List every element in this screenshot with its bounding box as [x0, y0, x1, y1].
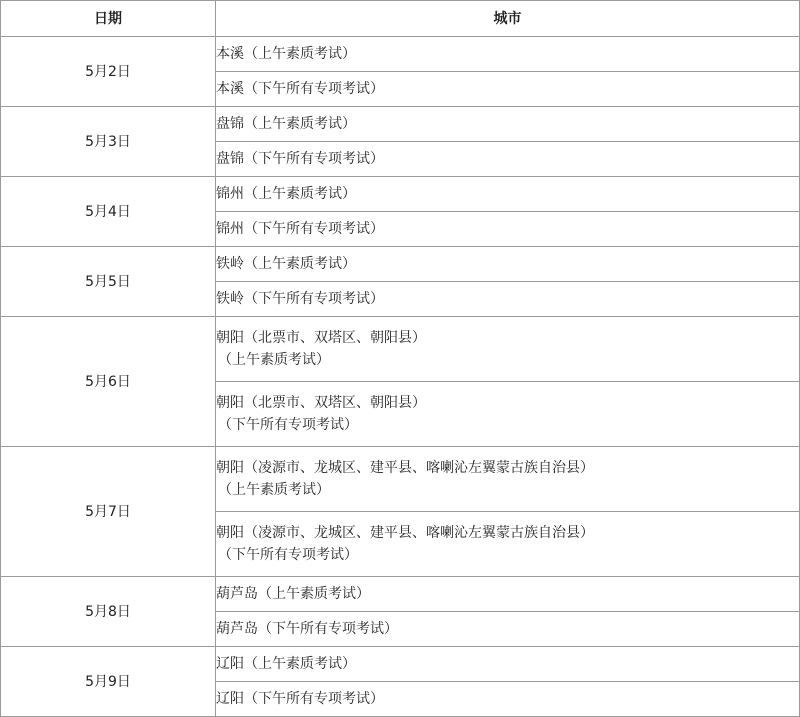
- city-line-2: （上午素质考试）: [218, 482, 330, 498]
- city-cell: 铁岭（上午素质考试）: [216, 247, 800, 282]
- table-header: [1, 1, 800, 37]
- city-cell: 铁岭（下午所有专项考试）: [216, 282, 800, 317]
- date-cell: 5月3日: [1, 107, 216, 177]
- table-row: [1, 447, 800, 512]
- date-cell: 5月4日: [1, 177, 216, 247]
- table-row: [1, 647, 800, 682]
- city-cell: 锦州（上午素质考试）: [216, 177, 800, 212]
- city-cell: [216, 447, 800, 512]
- header-city: 城市: [216, 1, 800, 37]
- table-row: [1, 247, 800, 282]
- table-row: [1, 37, 800, 72]
- date-cell: 5月5日: [1, 247, 216, 317]
- table-body: [1, 37, 800, 717]
- city-cell: 本溪（上午素质考试）: [216, 37, 800, 72]
- date-cell: 5月9日: [1, 647, 216, 717]
- table-row: [1, 317, 800, 382]
- date-cell: 5月2日: [1, 37, 216, 107]
- city-line-1: 朝阳（凌源市、龙城区、建平县、喀喇沁左翼蒙古族自治县）: [216, 460, 594, 476]
- city-cell: [216, 382, 800, 447]
- city-cell: 葫芦岛（下午所有专项考试）: [216, 612, 800, 647]
- header-date: 日期: [1, 1, 216, 37]
- city-cell: [216, 317, 800, 382]
- city-cell: 盘锦（下午所有专项考试）: [216, 142, 800, 177]
- city-cell: [216, 512, 800, 577]
- city-line-2: （上午素质考试）: [218, 352, 330, 368]
- table-row: [1, 577, 800, 612]
- city-cell: 本溪（下午所有专项考试）: [216, 72, 800, 107]
- date-cell: 5月8日: [1, 577, 216, 647]
- city-cell: 辽阳（下午所有专项考试）: [216, 682, 800, 717]
- city-line-1: 朝阳（北票市、双塔区、朝阳县）: [216, 395, 426, 411]
- city-cell: 盘锦（上午素质考试）: [216, 107, 800, 142]
- city-cell: 锦州（下午所有专项考试）: [216, 212, 800, 247]
- date-cell: 5月7日: [1, 447, 216, 577]
- date-cell: 5月6日: [1, 317, 216, 447]
- city-cell: 葫芦岛（上午素质考试）: [216, 577, 800, 612]
- city-line-2: （下午所有专项考试）: [218, 417, 358, 433]
- city-cell: 辽阳（上午素质考试）: [216, 647, 800, 682]
- table-row: [1, 107, 800, 142]
- city-line-1: 朝阳（北票市、双塔区、朝阳县）: [216, 330, 426, 346]
- city-line-1: 朝阳（凌源市、龙城区、建平县、喀喇沁左翼蒙古族自治县）: [216, 525, 594, 541]
- city-line-2: （下午所有专项考试）: [218, 547, 358, 563]
- header-row: [1, 1, 800, 37]
- table-row: [1, 177, 800, 212]
